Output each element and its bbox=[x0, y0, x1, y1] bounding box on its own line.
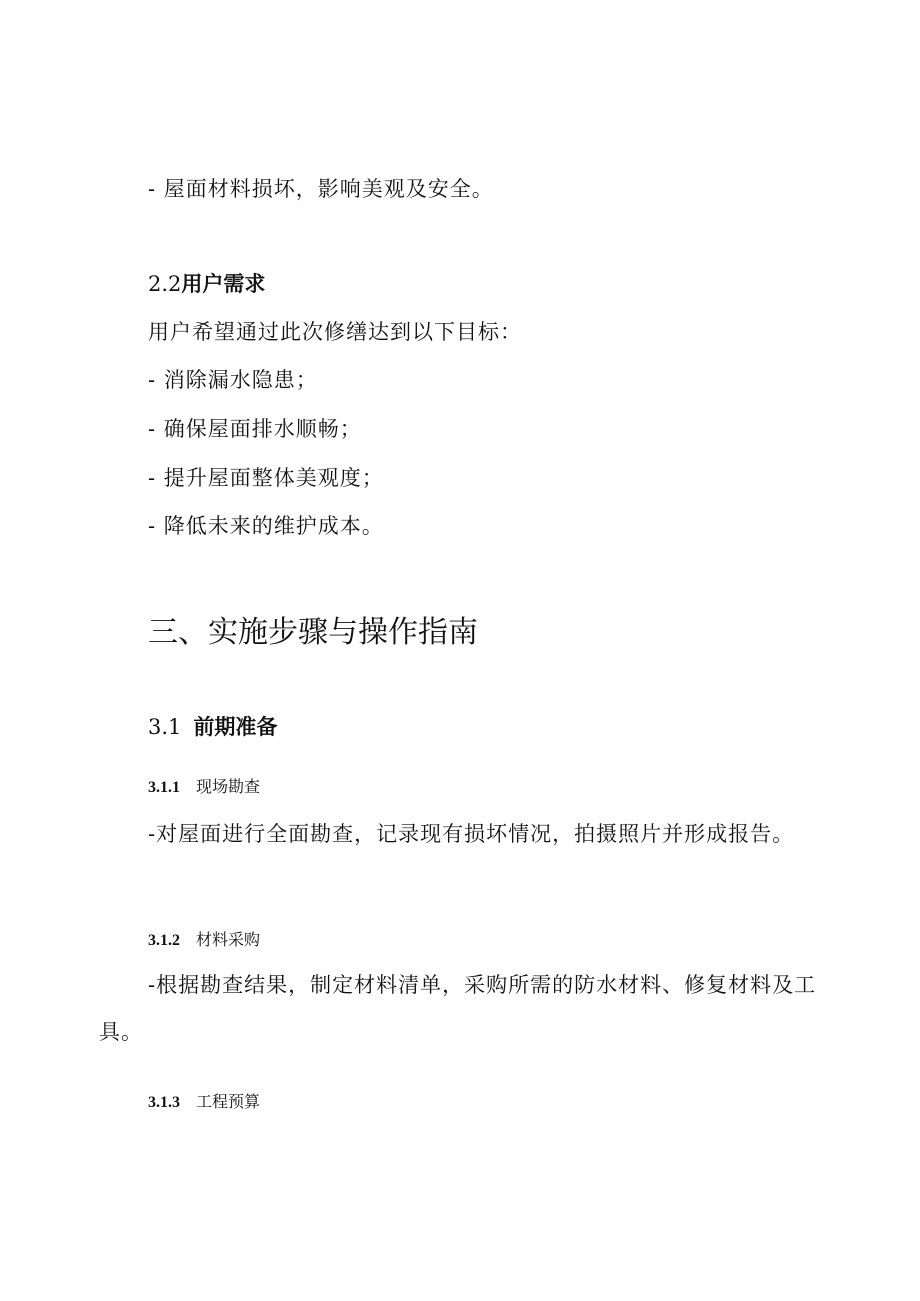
bullet-item: - 提升屋面整体美观度； bbox=[148, 466, 384, 490]
bullet-item: - 确保屋面排水顺畅； bbox=[148, 417, 362, 441]
subsection-number: 3.1.2 bbox=[148, 932, 180, 949]
subsection-title: 现场勘查 bbox=[196, 777, 261, 796]
subsection-title: 工程预算 bbox=[196, 1092, 261, 1111]
section-heading-2-2 bbox=[148, 274, 265, 295]
bullet-item: - 降低未来的维护成本。 bbox=[148, 514, 384, 538]
bullet-item: - 消除漏水隐患； bbox=[148, 368, 318, 392]
paragraph-line: -根据勘查结果，制定材料清单，采购所需的防水材料、修复材料及工 bbox=[148, 973, 817, 997]
paragraph: -对屋面进行全面勘查，记录现有损坏情况，拍摄照片并形成报告。 bbox=[148, 822, 795, 846]
subsection-heading-3-1-1 bbox=[148, 779, 260, 796]
paragraph: 用户希望通过此次修缮达到以下目标： bbox=[148, 320, 522, 344]
subsection-number: 3.1.3 bbox=[148, 1094, 180, 1111]
section-heading-3-1 bbox=[148, 717, 277, 738]
section-number: 2.2 bbox=[148, 272, 182, 296]
bullet-item: - 屋面材料损坏，影响美观及安全。 bbox=[148, 177, 494, 201]
subsection-heading-3-1-3 bbox=[148, 1094, 260, 1111]
section-number: 3.1 bbox=[148, 715, 182, 739]
chapter-heading: 三、实施步骤与操作指南 bbox=[148, 615, 478, 650]
subsection-heading-3-1-2 bbox=[148, 932, 260, 949]
section-title: 用户需求 bbox=[181, 272, 266, 296]
section-title: 前期准备 bbox=[193, 715, 278, 739]
subsection-title: 材料采购 bbox=[196, 930, 261, 949]
paragraph-line: 具。 bbox=[99, 1020, 143, 1044]
subsection-number: 3.1.1 bbox=[148, 779, 180, 796]
